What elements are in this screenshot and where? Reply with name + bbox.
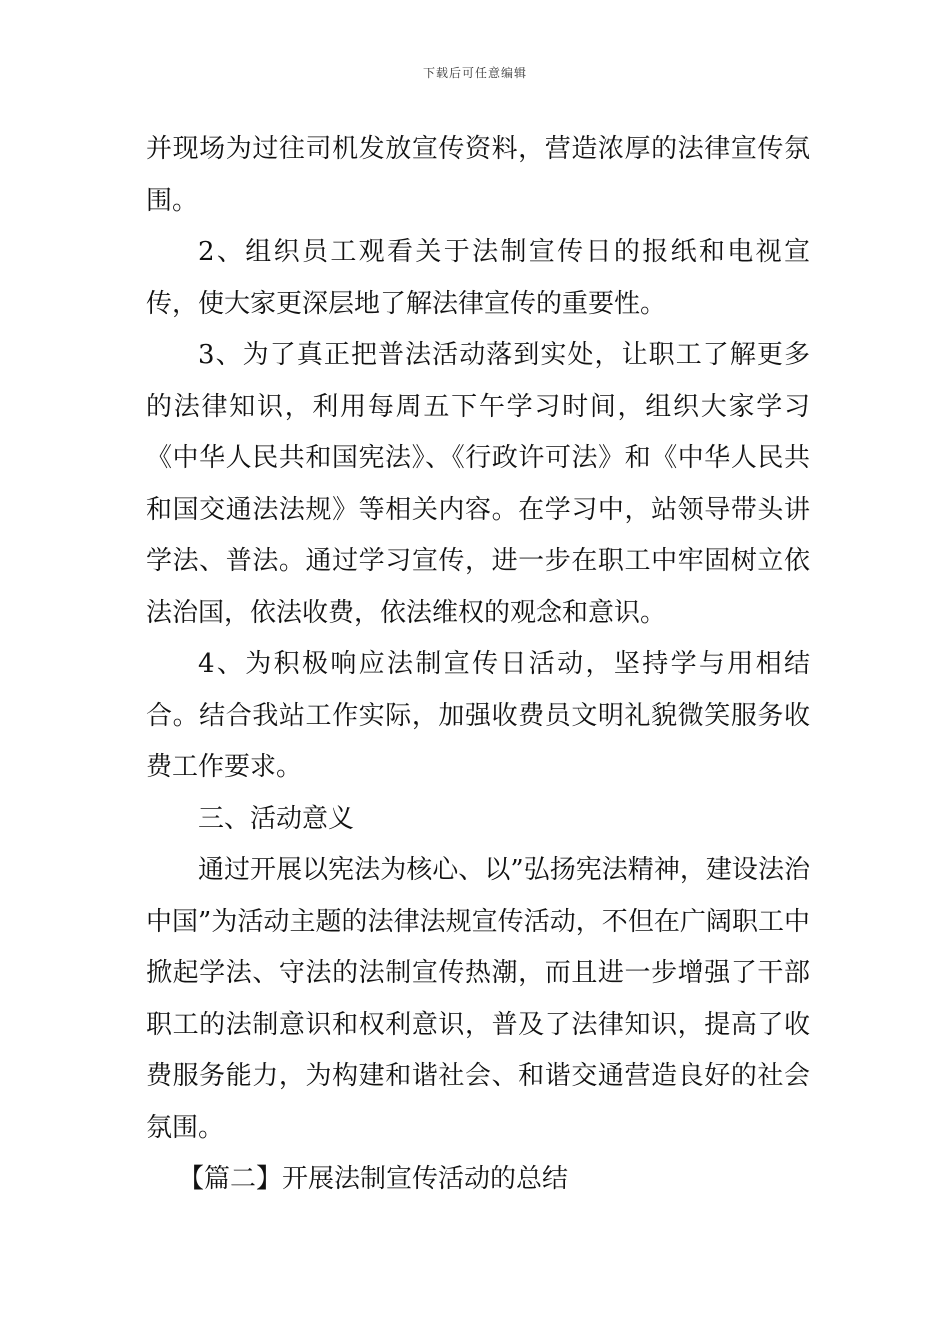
paragraph-significance: 通过开展以宪法为核心、以”弘扬宪法精神，建设法治中国”为活动主题的法律法规宣传活动，不但在广阔职工中掀起学法、守法的法制宣传热潮，而且进一步增强了干部职工的法制意识和权利意识，普及了法律知识，提高了收费服务能力，为构建和谐社会、和谐交通营造良好的社会氛围。 xyxy=(146,855,810,1143)
part-two-title: 【篇二】开展法制宣传活动的总结 xyxy=(178,1164,569,1194)
paragraph-item-2: 2、组织员工观看关于法制宣传日的报纸和电视宣传，使大家更深层地了解法律宣传的重要性。 xyxy=(146,237,810,319)
paragraph-continuation: 并现场为过往司机发放宣传资料，营造浓厚的法律宣传氛围。 xyxy=(146,134,810,216)
paragraph-item-3: 3、为了真正把普法活动落到实处，让职工了解更多的法律知识，利用每周五下午学习时间，组织大家学习《中华人民共和国宪法》、《行政许可法》和《中华人民共和国交通法法规》等相关内容。在学习中，站领导带头讲学法、普法。通过学习宣传，进一步在职工中牢固树立依法治国，依法收费，依法维权的观念和意识。 xyxy=(146,340,810,628)
section-heading-activity-significance: 三、活动意义 xyxy=(198,803,355,834)
paragraph-item-4: 4、为积极响应法制宣传日活动，坚持学与用相结合。结合我站工作实际，加强收费员文明礼貌微笑服务收费工作要求。 xyxy=(146,649,810,782)
document-body xyxy=(146,124,810,1206)
page-header: 下载后可任意编辑 xyxy=(422,66,527,80)
